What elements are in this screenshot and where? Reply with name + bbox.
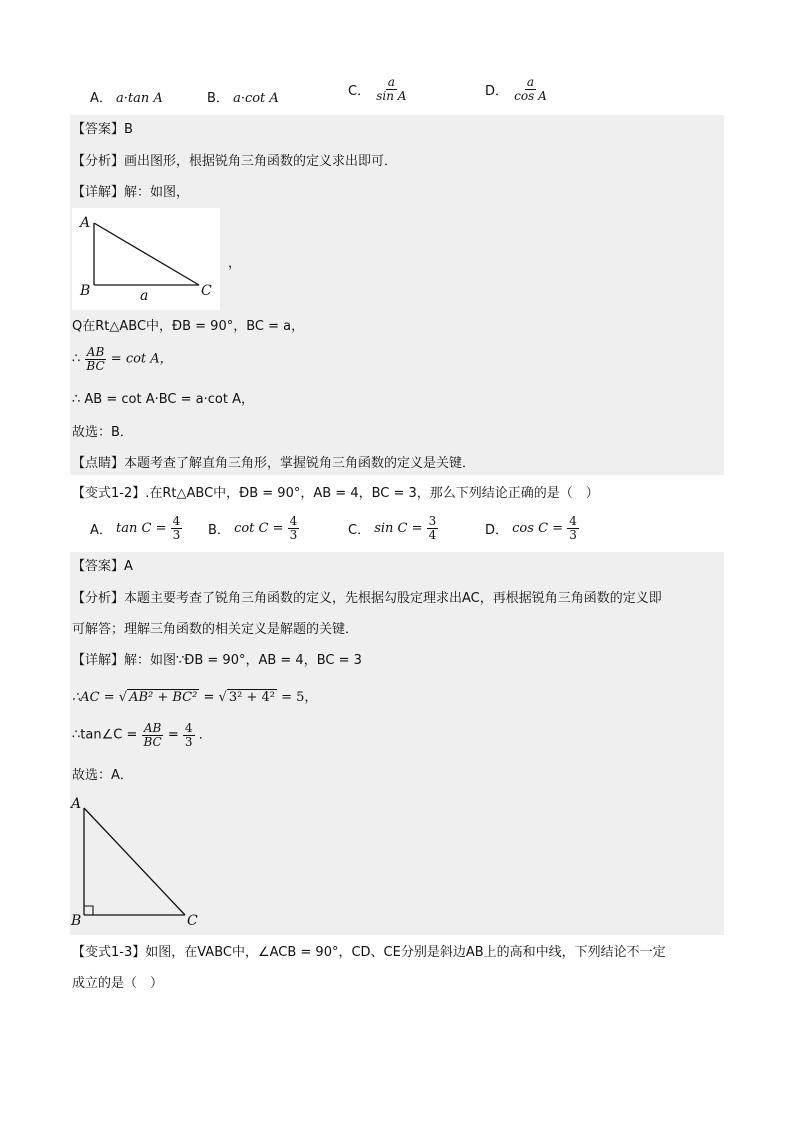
analysis-2-line-2: 可解答；理解三角函数的相关定义是解题的关键． — [72, 622, 359, 637]
sol1-line-2-prefix: ∴ — [72, 351, 81, 367]
sol2-tan-denominator-2: 3 — [184, 735, 193, 749]
comment-1: 【点睛】本题考查了解直角三角形，掌握锐角三角函数的定义是关键． — [72, 456, 476, 471]
sol2-ac-sqrt-1: AB² + BC² — [129, 690, 198, 705]
figure-1-comma: ， — [228, 256, 242, 271]
question-1-3-line-2: 成立的是（ ） — [72, 976, 164, 991]
q2-option-d-letter: D． — [485, 523, 509, 538]
option-a-letter: A． — [90, 91, 112, 106]
fig2-label-c: C — [187, 913, 198, 929]
sol2-tan-numerator-1: AB — [143, 721, 162, 735]
sol2-tan-prefix: ∴tan∠C = — [72, 727, 138, 743]
option-c-denominator: sin A — [376, 89, 407, 103]
option-c[interactable] — [348, 76, 408, 103]
q2-option-a-numerator: 4 — [172, 514, 181, 528]
sol1-line-2-rest: = cot A， — [110, 351, 173, 367]
sol1-line-2-denominator: BC — [86, 359, 105, 373]
q2-option-c-denominator: 4 — [428, 528, 437, 542]
q2-option-a-fn: tan C = — [116, 521, 167, 536]
sol1-line-2 — [72, 346, 173, 373]
sol2-ac-prefix: ∴AC = — [72, 690, 115, 705]
q2-option-a[interactable] — [90, 515, 182, 542]
sol2-tan-eq: = — [167, 727, 179, 743]
q2-option-c-fn: sin C = — [374, 521, 423, 536]
question-1-3-line-1: 【变式1-3】如图，在VABC中，∠ACB = 90°，CD、CE分别是斜边AB上的高和中线，下列结论不一定 — [72, 945, 666, 960]
sol2-ac-rest: = 5， — [281, 690, 318, 705]
detail-2: 【详解】解：如图∵ÐB = 90°，AB = 4，BC = 3 — [72, 653, 362, 668]
q2-option-b[interactable] — [208, 515, 299, 542]
q2-option-c[interactable] — [348, 515, 438, 542]
fig1-label-a: A — [80, 215, 91, 231]
option-d-fraction — [512, 76, 549, 103]
q2-option-d[interactable] — [485, 515, 579, 542]
option-c-letter: C． — [348, 84, 371, 99]
q2-option-b-fn: cot C = — [234, 521, 284, 536]
fig2-label-a: A — [71, 796, 82, 812]
q2-option-c-letter: C． — [348, 523, 371, 538]
q2-option-d-denominator: 3 — [569, 528, 577, 542]
sol2-ac-eq: = — [203, 690, 215, 705]
triangle-figure-2 — [70, 794, 210, 934]
answer-1: 【答案】B — [72, 122, 133, 137]
option-d-letter: D． — [485, 84, 509, 99]
sol2-tan-numerator-2: 4 — [184, 721, 193, 735]
fig1-label-b: B — [80, 283, 91, 299]
sol2-tan-denominator-1: BC — [143, 735, 162, 749]
sol1-line-1: Q在Rt△ABC中，ÐB = 90°，BC = a， — [72, 319, 305, 334]
option-d-denominator: cos A — [514, 89, 547, 103]
analysis-1: 【分析】画出图形，根据锐角三角函数的定义求出即可． — [72, 154, 398, 169]
fig1-label-side-a: a — [140, 288, 149, 304]
question-1-2-stem: 【变式1-2】.在Rt△ABC中，ÐB = 90°，AB = 4，BC = 3，那么下列结论正确的是（ ） — [72, 486, 599, 501]
q2-option-d-numerator: 4 — [569, 514, 577, 528]
q2-option-b-denominator: 3 — [289, 528, 298, 542]
sol1-line-2-fraction — [84, 346, 106, 373]
q2-option-c-numerator: 3 — [428, 514, 437, 528]
sol2-tan-end: ． — [198, 727, 212, 743]
sol1-line-3: ∴ AB = cot A·BC = a·cot A， — [72, 392, 254, 407]
analysis-2-line-1: 【分析】本题主要考查了锐角三角函数的定义，先根据勾股定理求出AC，再根据锐角三角函数的定义即 — [72, 591, 662, 606]
choose-2: 故选：A． — [72, 768, 133, 783]
option-d[interactable] — [485, 76, 549, 103]
fig1-label-c: C — [201, 283, 212, 299]
option-c-numerator: a — [387, 75, 395, 89]
option-b[interactable] — [207, 87, 279, 106]
sol2-tan-fraction-2 — [183, 722, 195, 749]
option-b-letter: B． — [207, 91, 229, 106]
sol2-ac-line: ∴AC = √ AB² + BC² = √ 3² + 4² = 5， — [72, 690, 318, 705]
q2-option-a-denominator: 3 — [172, 528, 181, 542]
triangle-figure-1 — [72, 208, 220, 310]
q2-option-c-fraction — [427, 515, 439, 542]
q2-option-d-fraction — [567, 515, 579, 542]
fig2-label-b: B — [71, 913, 82, 929]
q2-option-a-letter: A． — [90, 523, 112, 538]
option-b-text: a·cot A — [233, 91, 279, 106]
detail-1: 【详解】解：如图， — [72, 185, 190, 200]
option-d-numerator: a — [526, 75, 535, 89]
answer-2: 【答案】A — [72, 559, 133, 574]
sol2-tan-line — [72, 722, 212, 749]
q2-option-b-numerator: 4 — [289, 514, 298, 528]
q2-option-b-letter: B． — [208, 523, 230, 538]
q2-option-a-fraction — [171, 515, 183, 542]
option-a-text: a·tan A — [116, 91, 163, 106]
sol2-ac-sqrt-2: 3² + 4² — [228, 690, 275, 705]
sol2-tan-fraction-1 — [141, 722, 163, 749]
q2-option-b-fraction — [288, 515, 300, 542]
choose-1: 故选：B． — [72, 425, 133, 440]
option-a[interactable] — [90, 87, 163, 106]
sol1-line-2-numerator: AB — [86, 345, 105, 359]
option-c-fraction — [374, 76, 408, 103]
q2-option-d-fn: cos C = — [512, 521, 564, 536]
